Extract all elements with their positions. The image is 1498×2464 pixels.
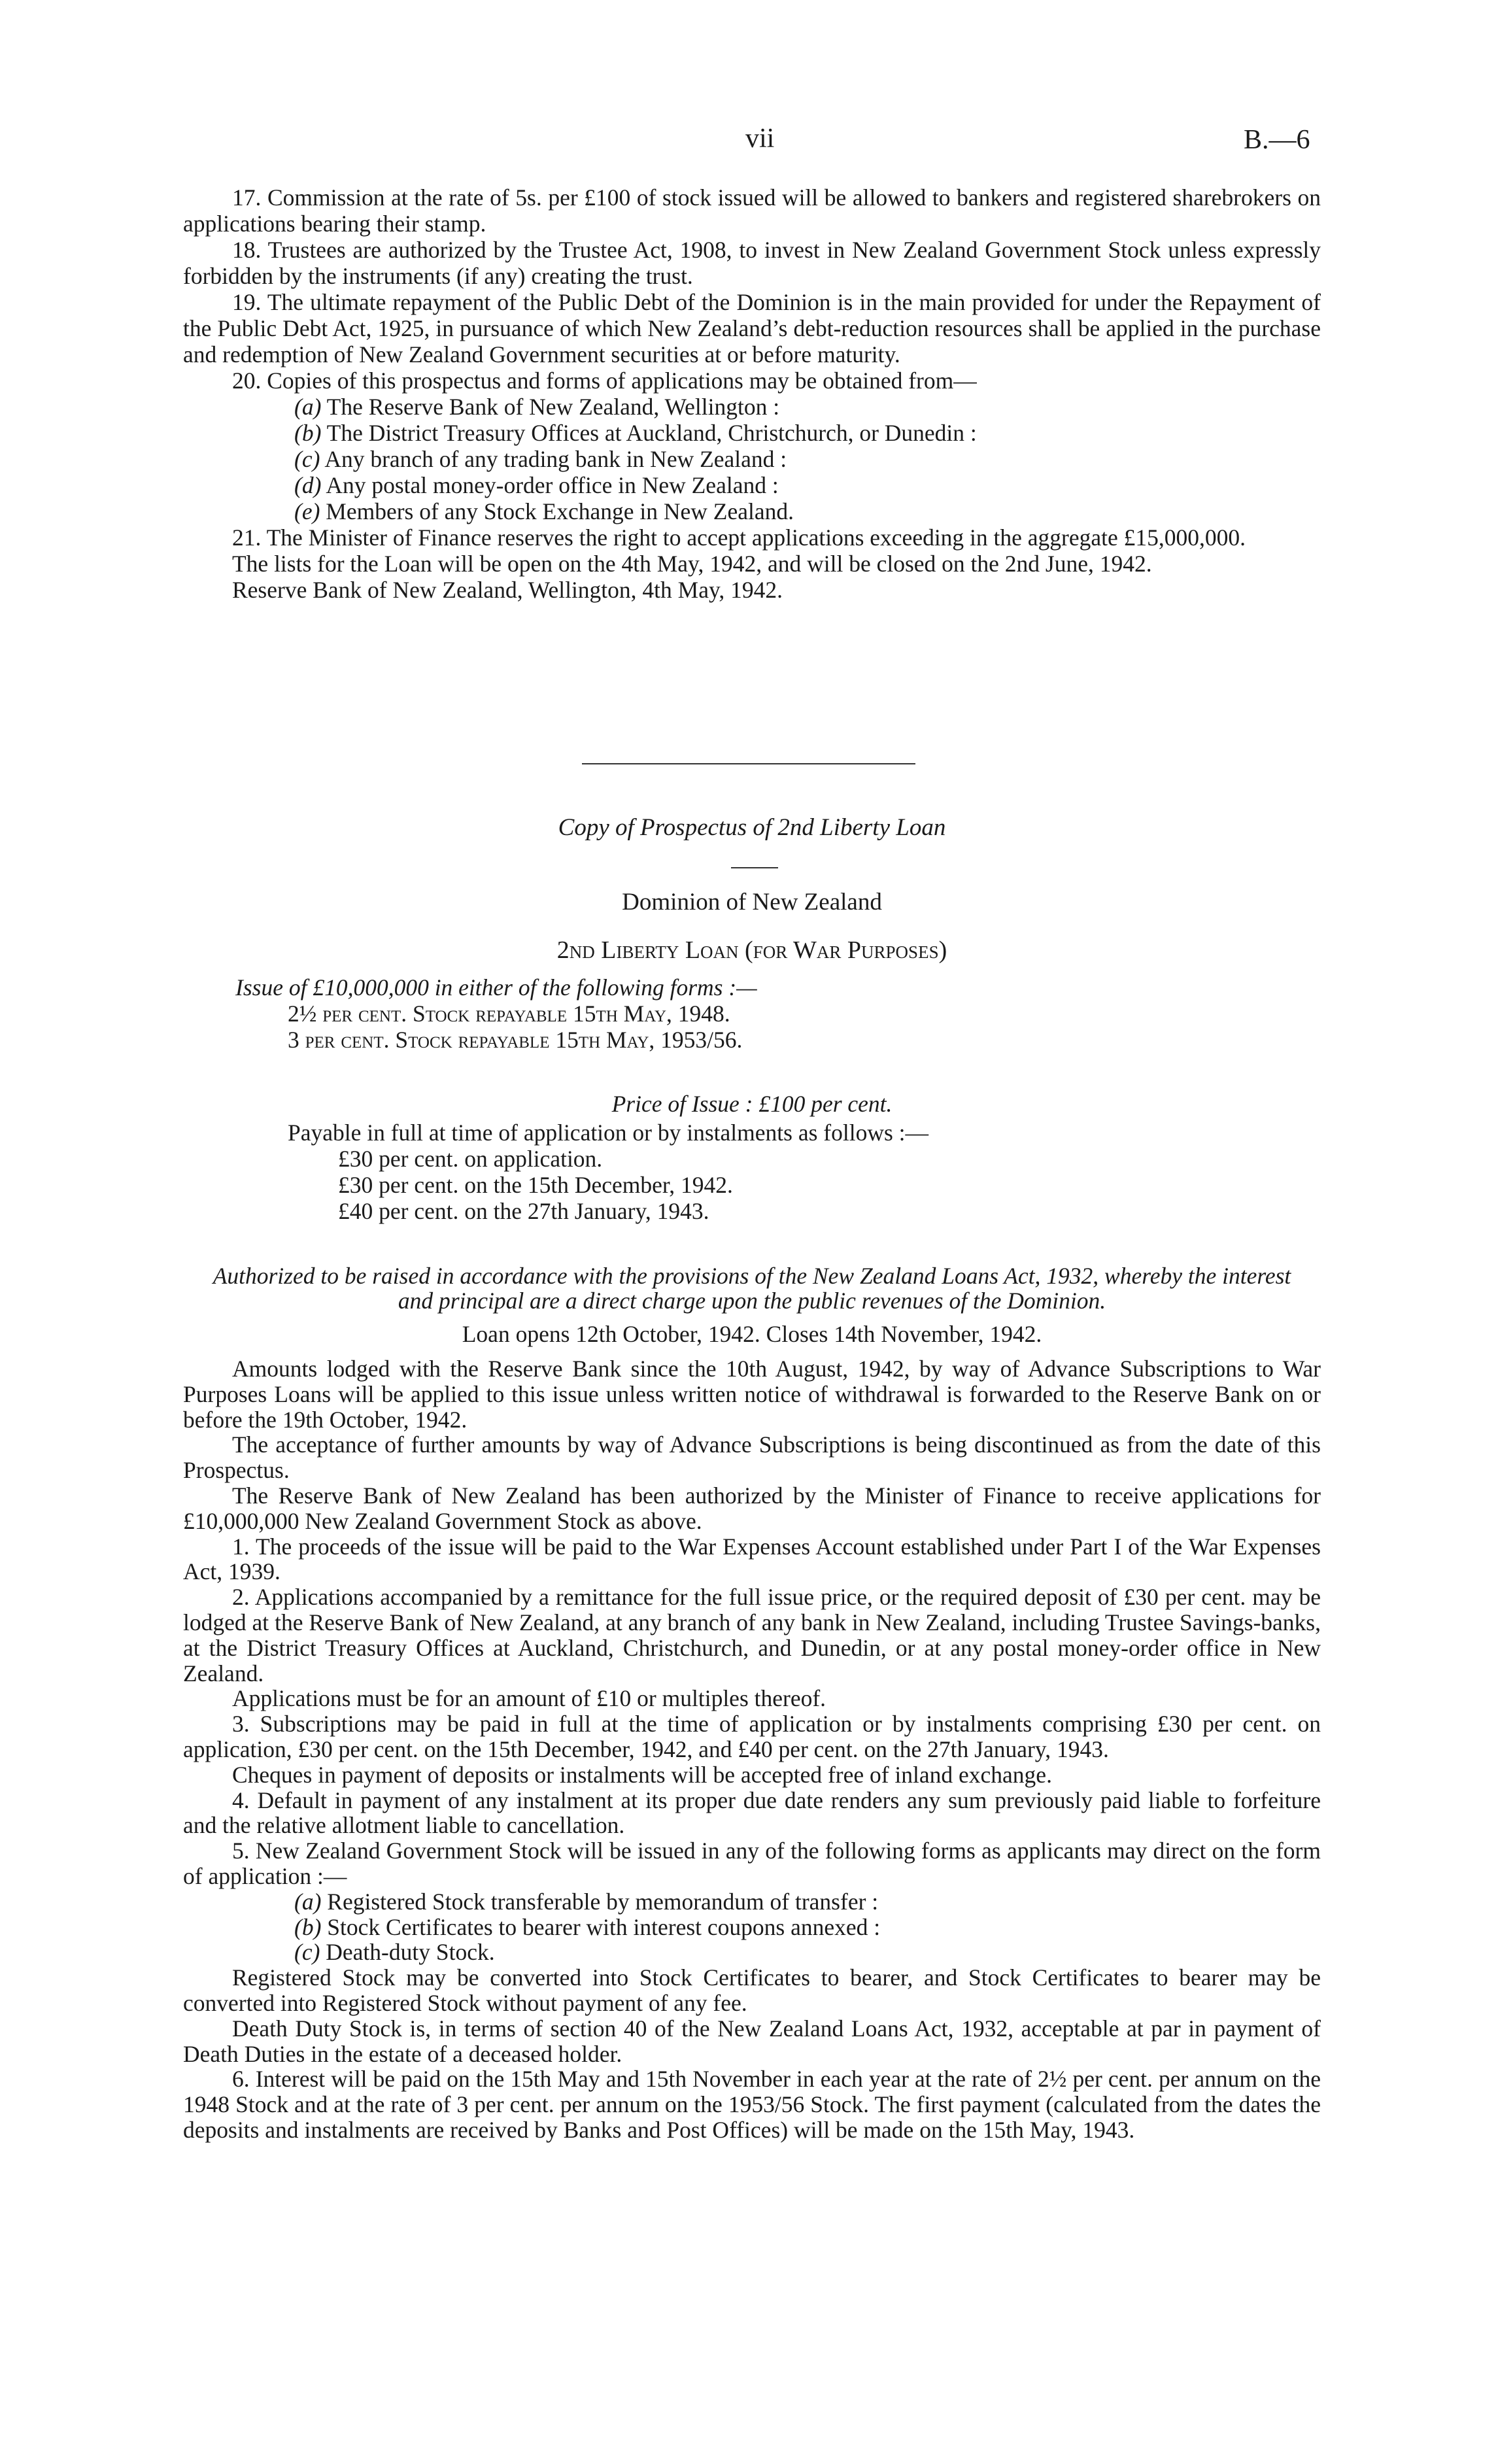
list-text: Registered Stock transferable by memorandum of transfer : [327, 1888, 879, 1915]
list-text: Any branch of any trading bank in New Zealand : [324, 446, 787, 472]
loan-name-heading: 2nd Liberty Loan (for War Purposes) [556, 936, 947, 964]
stock-form-2: 3 per cent. Stock repayable 15th May, 1953/56. [288, 1027, 743, 1053]
signoff-text: Reserve Bank of New Zealand, Wellington, 4th May, 1942. [232, 577, 783, 603]
list-label: (c) [294, 446, 320, 472]
instalment-item: £40 per cent. on the 27th January, 1943. [338, 1198, 709, 1224]
clause-18: 18. Trustees are authorized by the Trustee Act, 1908, to invest in New Zealand Government Stock unless expressly forbidden by the instruments (if any) creating the trust. [183, 237, 1321, 289]
instalment-item: £30 per cent. on application. [338, 1146, 603, 1172]
list-item [183, 472, 1321, 498]
issue-block [183, 974, 1321, 1053]
clause-4: 4. Default in payment of any instalment at its proper due date renders any sum previously paid liable to forfeiture and the relative allotment liable to cancellation. [183, 1787, 1321, 1839]
clause-2-amount: Applications must be for an amount of £10 or multiples thereof. [232, 1685, 826, 1712]
list-item [183, 498, 1321, 524]
clause-21: 21. The Minister of Finance reserves the right to accept applications exceeding in the aggregate £15,000,000. [232, 524, 1246, 551]
list-label: (b) [294, 1913, 322, 1940]
clause-19: 19. The ultimate repayment of the Public Debt of the Dominion is in the main provided for under the Repayment of the Public Debt Act, 1925, in pursuance of which New Zealand’s debt-reduction resources shall be applied in the purchase and redemption of New Zealand Government securities at or before maturity. [183, 289, 1321, 368]
list-label: (e) [294, 498, 320, 524]
price-of-issue: Price of Issue : £100 per cent. [611, 1091, 893, 1117]
list-text: Any postal money-order office in New Zealand : [326, 472, 779, 498]
instalment-item: £30 per cent. on the 15th December, 1942. [338, 1172, 733, 1198]
amounts-lodged: Amounts lodged with the Reserve Bank since the 10th August, 1942, by way of Advance Subscriptions to War Purposes Loans will be applied to this issue unless written notice of withdrawal is forwarded to the Reserve Bank on or before the 19th October, 1942. [183, 1356, 1321, 1433]
clause-3: 3. Subscriptions may be paid in full at the time of application or by instalments comprising £30 per cent. on application, £30 per cent. on the 15th December, 1942, and £40 per cent. on the 27th January, 1943. [183, 1711, 1321, 1762]
document-reference: B.—6 [1244, 125, 1310, 155]
stock-form-1: 2½ per cent. Stock repayable 15th May, 1948. [288, 1001, 730, 1027]
prospectus-continuation [183, 184, 1321, 603]
clause-2: 2. Applications accompanied by a remittance for the full issue price, or the required deposit of £30 per cent. may be lodged at the Reserve Bank of New Zealand, at any branch of any bank in New Zealand, including Trustee Savings-banks, at the District Treasury Offices at Auckland, Christchurch, and Dunedin, or at any postal money-order office in New Zealand. [183, 1584, 1321, 1686]
clause-5-death-duty: Death Duty Stock is, in terms of section 40 of the New Zealand Loans Act, 1932, acceptable at par in payment of Death Duties in the estate of a deceased holder. [183, 2015, 1321, 2067]
authorization-text: Authorized to be raised in accordance with the provisions of the New Zealand Loans Act, 1932, whereby the interest and principal are a direct charge upon the public revenues of the Dominion. [213, 1263, 1291, 1314]
list-item [183, 1889, 1321, 1915]
clause-5-conversion: Registered Stock may be converted into Stock Certificates to bearer, and Stock Certificates to bearer may be converted into Registered Stock without payment of any fee. [183, 1964, 1321, 2016]
prospectus-title: Copy of Prospectus of 2nd Liberty Loan [558, 814, 946, 841]
advance-subscriptions: The acceptance of further amounts by way of Advance Subscriptions is being discontinued as from the date of this Prospectus. [183, 1431, 1321, 1484]
prospectus-body [183, 1356, 1321, 2143]
clause-20: 20. Copies of this prospectus and forms of applications may be obtained from— [232, 368, 977, 394]
section-divider [582, 763, 915, 764]
reserve-bank-authorized: The Reserve Bank of New Zealand has been authorized by the Minister of Finance to receive applications for £10,000,000 New Zealand Government Stock as above. [183, 1482, 1321, 1534]
payment-block [183, 1120, 1321, 1224]
list-item [183, 394, 1321, 420]
page-number: vii [745, 124, 775, 154]
list-text: Death-duty Stock. [326, 1939, 495, 1966]
list-label: (a) [294, 394, 322, 420]
list-item [183, 1915, 1321, 1940]
list-text: The Reserve Bank of New Zealand, Wellington : [326, 394, 780, 420]
payable-text: Payable in full at time of application or by instalments as follows :— [288, 1120, 929, 1146]
issue-text: Issue of £10,000,000 in either of the following forms :— [235, 974, 757, 1001]
list-text: Members of any Stock Exchange in New Zealand. [326, 498, 794, 524]
list-text: Stock Certificates to bearer with interest coupons annexed : [327, 1913, 881, 1940]
clause-17: 17. Commission at the rate of 5s. per £100 of stock issued will be allowed to bankers and registered sharebrokers on applications bearing their stamp. [183, 184, 1321, 237]
clause-5: 5. New Zealand Government Stock will be issued in any of the following forms as applicants may direct on the form of application :— [183, 1838, 1321, 1889]
page-header [0, 123, 1498, 162]
dominion-heading: Dominion of New Zealand [622, 889, 882, 915]
clause-6: 6. Interest will be paid on the 15th May and 15th November in each year at the rate of 2½ per cent. per annum on the 1948 Stock and at the rate of 3 per cent. per annum on the 1953/56 Stock. The first payment (calculated from the dates the deposits and instalments are received by Banks and Post Offices) will be made on the 15th May, 1943. [183, 2066, 1321, 2143]
lists-open-text: The lists for the Loan will be open on the 4th May, 1942, and will be closed on the 2nd June, 1942. [232, 551, 1152, 577]
loan-opens-text: Loan opens 12th October, 1942. Closes 14th November, 1942. [462, 1321, 1042, 1347]
list-label: (c) [294, 1939, 320, 1966]
list-label: (d) [294, 472, 322, 498]
list-item [183, 420, 1321, 446]
clause-1: 1. The proceeds of the issue will be paid to the War Expenses Account established under Part I of the War Expenses Act, 1939. [183, 1533, 1321, 1585]
list-label: (a) [294, 1888, 322, 1915]
list-item [183, 446, 1321, 472]
list-label: (b) [294, 420, 322, 446]
list-text: The District Treasury Offices at Auckland, Christchurch, or Dunedin : [326, 420, 977, 446]
list-item [183, 1940, 1321, 1965]
title-rule [731, 867, 778, 868]
clause-3-cheques: Cheques in payment of deposits or instalments will be accepted free of inland exchange. [232, 1761, 1052, 1788]
